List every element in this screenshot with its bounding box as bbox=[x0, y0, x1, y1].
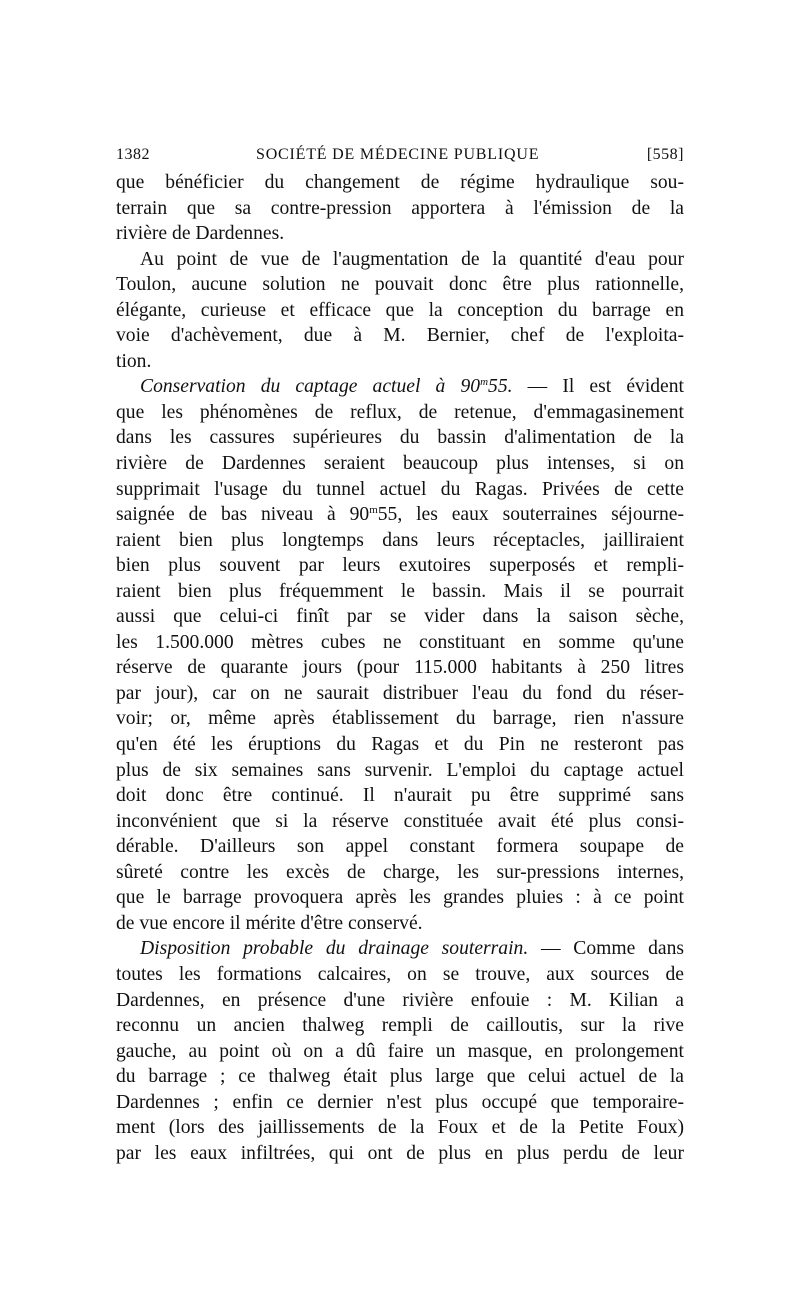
unit-superscript: m bbox=[369, 504, 378, 517]
book-page bbox=[116, 140, 684, 1166]
text-line: doit donc être continué. Il n'aurait pu être supprimé sans bbox=[116, 785, 684, 807]
text-line: voir; or, même après établissement du barrage, rien n'assure bbox=[116, 708, 684, 730]
text-line: raient bien plus longtemps dans leurs réceptacles, jailliraient bbox=[116, 529, 684, 551]
text-line: rivière de Dardennes. bbox=[116, 223, 285, 245]
text-line: Dardennes ; enfin ce dernier n'est plus occupé que temporaire- bbox=[116, 1091, 684, 1113]
text-line: réserve de quarante jours (pour 115.000 habitants à 250 litres bbox=[116, 657, 684, 679]
text-line-with-superscript bbox=[116, 502, 684, 528]
text-segment: 55, les eaux souterraines séjourne- bbox=[377, 504, 684, 526]
section-heading-line bbox=[116, 374, 684, 400]
text-segment: saignée de bas niveau à 90 bbox=[116, 504, 370, 526]
bracketed-page-number: [558] bbox=[646, 146, 684, 163]
section-heading: Disposition probable du drainage souterrain. bbox=[140, 938, 529, 960]
section-heading bbox=[140, 376, 513, 397]
body-text bbox=[116, 170, 684, 1166]
text-line: terrain que sa contre-pression apportera à l'émission de la bbox=[116, 197, 684, 219]
journal-title: SOCIÉTÉ DE MÉDECINE PUBLIQUE bbox=[256, 146, 540, 163]
text-line: tion. bbox=[116, 350, 152, 372]
text-line: supprimait l'usage du tunnel actuel du Ragas. Privées de cette bbox=[116, 478, 684, 500]
text-line-rest: — Il est évident bbox=[512, 376, 684, 398]
text-line: toutes les formations calcaires, on se trouve, aux sources de bbox=[116, 963, 684, 985]
text-line: Au point de vue de l'augmentation de la quantité d'eau pour bbox=[140, 248, 684, 270]
text-line: dérable. D'ailleurs son appel constant formera soupape de bbox=[116, 836, 684, 858]
running-header bbox=[116, 140, 684, 170]
text-line: les 1.500.000 mètres cubes ne constituant en somme qu'une bbox=[116, 631, 684, 653]
text-line: dans les cassures supérieures du bassin d'alimentation de la bbox=[116, 427, 684, 449]
text-line: que bénéficier du changement de régime hydraulique sou- bbox=[116, 172, 684, 193]
text-line: aussi que celui-ci finît par se vider dans la saison sèche, bbox=[116, 606, 684, 628]
text-line: de vue encore il mérite d'être conservé. bbox=[116, 912, 423, 934]
text-line: du barrage ; ce thalweg était plus large que celui actuel de la bbox=[116, 1066, 684, 1088]
text-line: bien plus souvent par leurs exutoires superposés et rempli- bbox=[116, 555, 684, 577]
text-line: sûreté contre les excès de charge, les sur-pressions internes, bbox=[116, 861, 684, 883]
text-line: Toulon, aucune solution ne pouvait donc être plus rationnelle, bbox=[116, 274, 684, 296]
text-line: que le barrage provoquera après les grandes pluies : à ce point bbox=[116, 887, 684, 909]
text-line: Dardennes, en présence d'une rivière enfouie : M. Kilian a bbox=[116, 989, 684, 1011]
text-line: rivière de Dardennes seraient beaucoup plus intenses, si on bbox=[116, 453, 684, 475]
page-number: 1382 bbox=[116, 146, 150, 163]
text-line: par jour), car on ne saurait distribuer l'eau du fond du réser- bbox=[116, 682, 684, 704]
text-line: qu'en été les éruptions du Ragas et du Pin ne resteront pas bbox=[116, 734, 684, 756]
text-line: voie d'achèvement, due à M. Bernier, chef de l'exploita- bbox=[116, 325, 684, 347]
text-line: raient bien plus fréquemment le bassin. Mais il se pourrait bbox=[116, 580, 684, 602]
text-line: inconvénient que si la réserve constituée avait été plus consi- bbox=[116, 810, 684, 832]
text-line-rest: — Comme dans bbox=[528, 938, 685, 960]
text-line: plus de six semaines sans survenir. L'emploi du captage actuel bbox=[116, 759, 684, 781]
unit-superscript: m bbox=[480, 376, 489, 389]
text-line: que les phénomènes de reflux, de retenue, d'emmagasinement bbox=[116, 401, 684, 423]
section-heading-line bbox=[116, 936, 684, 962]
text-line: gauche, au point où on a dû faire un masque, en prolongement bbox=[116, 1040, 684, 1062]
section-heading-text: Conservation du captage actuel à 90 bbox=[140, 376, 481, 398]
text-line: reconnu un ancien thalweg rempli de cailloutis, sur la rive bbox=[116, 1015, 684, 1037]
section-heading-text-end: 55. bbox=[488, 376, 513, 398]
text-line: ment (lors des jaillissements de la Foux et de la Petite Foux) bbox=[116, 1117, 684, 1139]
text-line: élégante, curieuse et efficace que la conception du barrage en bbox=[116, 299, 684, 321]
text-line: par les eaux infiltrées, qui ont de plus en plus perdu de leur bbox=[116, 1142, 684, 1164]
